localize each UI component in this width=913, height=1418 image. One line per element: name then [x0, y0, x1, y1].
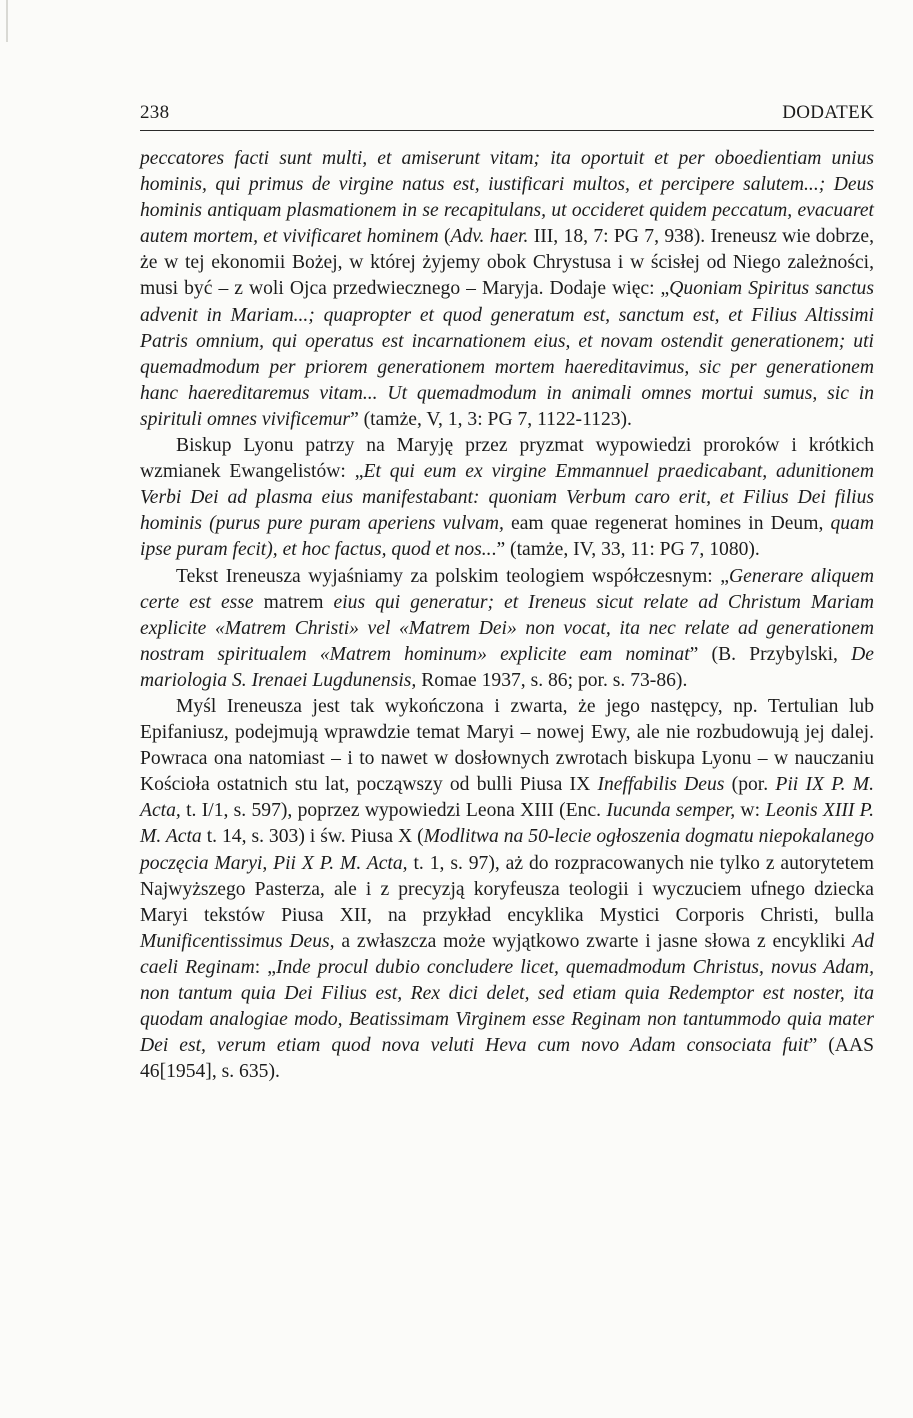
latin-quote-run: Modlitwa na 50-lecie ogłoszenia dogmatu niepokalanego poczęcia Maryi, Pii X P. M. Acta,	[140, 826, 874, 874]
latin-quote-run: Ad caeli Reginam	[140, 930, 874, 978]
text-run: : „	[254, 956, 276, 978]
latin-quote-run: Et qui eum ex virgine Emmannuel praedicabant, adunitionem Verbi Dei ad plasma eius manifestabant: quoniam Verbum caro erit, et Filius Dei filius hominis (purus pure puram aperiens vulvam,	[140, 461, 874, 535]
text-run: Romae 1937, s. 86; por. s. 73-86).	[416, 669, 688, 691]
header-rule	[140, 130, 874, 131]
text-run: ” (tamże, V, 1, 3: PG 7, 1122-1123).	[350, 408, 632, 430]
text-run: eam quae regenerat homines in Deum,	[503, 513, 831, 535]
latin-quote-run: Pii IX P. M. Acta,	[140, 774, 874, 822]
text-run: Myśl Ireneusza jest tak wykończona i zwarta, że jego następcy, np. Tertulian lub Epifaniusz, podejmują wprawdzie temat Maryi – nowej Ewy, ale nie rozbudowują jej dalej. Powraca ona natomiast – i to nawet w dosłownych zwrotach biskupa Lyonu – w nauczaniu Kościoła ostatnich stu lat, począwszy od bulli Piusa IX	[140, 695, 874, 796]
text-run: (	[438, 226, 451, 248]
text-run: a zwłaszcza może wyjątkowo zwarte i jasne słowa z encykliki	[334, 930, 853, 952]
text-run: Tekst Ireneusza wyjaśniamy za polskim teologiem współczesnym: „	[176, 565, 729, 587]
running-title: DODATEK	[782, 102, 874, 123]
text-run: t. 1, s. 97), aż do rozpracowanych nie tylko z autorytetem Najwyższego Pasterza, ale i z precyzją koryfeusza teologii i wyczuciem ufnego dziecka Maryi tekstów Piusa XII, na przykład encyklika Mystici Corporis Christi, bulla	[140, 852, 874, 926]
paragraph-3	[140, 564, 874, 694]
latin-quote-run: Munificentissimus Deus,	[140, 930, 335, 952]
text-run: t. I/1, s. 597), poprzez wypowiedzi Leona XIII (Enc.	[180, 800, 607, 822]
paragraph-2	[140, 433, 874, 563]
latin-quote-run: Adv. haer.	[450, 226, 529, 248]
latin-quote-run: Generare aliquem certe est esse	[140, 565, 874, 613]
latin-quote-run: Iucunda semper,	[606, 800, 736, 822]
paragraph-1	[140, 146, 874, 433]
text-run: III, 18, 7: PG 7, 938). Ireneusz wie dobrze, że w tej ekonomii Bożej, w której żyjemy obok Chrystusa i w ścisłej od Niego zależności, musi być – z woli Ojca przedwiecznego – Maryja. Dodaje więc: „	[140, 226, 874, 300]
text-run: matrem	[253, 591, 334, 613]
latin-quote-run: Quoniam Spiritus sanctus advenit in Mariam...; quapropter et quod generatum est, sanctum est, et Filius Altissimi Patris omnium, qui operatus est incarnationem eius, et novam ostendit generationem; uti quemadmodum per priorem generationem mortem haereditavimus, sic per generationem hanc haereditaremus vitam... Ut quemadmodum in animali omnes mortui sumus, sic in spirituli omnes vivificemur	[140, 278, 874, 430]
text-run: w:	[735, 800, 766, 822]
text-run: t. 14, s. 303) i św. Piusa X (	[201, 826, 424, 848]
latin-quote-run: Leonis XIII P. M. Acta	[140, 800, 875, 848]
text-run: ” (B. Przybylski,	[689, 643, 852, 665]
text-run: (por.	[724, 774, 776, 796]
text-run: Biskup Lyonu patrzy na Maryję przez pryzmat wypowiedzi proroków i krótkich wzmianek Ewangelistów: „	[140, 435, 874, 483]
page-edge-mark	[6, 0, 8, 42]
latin-quote-run: quam ipse puram fecit), et hoc factus, quod et nos..	[140, 513, 874, 561]
text-run: ” (AAS 46[1954], s. 635).	[140, 1035, 874, 1083]
running-header	[140, 102, 874, 124]
latin-quote-run: eius qui generatur; et Ireneus sicut relate ad Christum Mariam explicite «Matrem Christi» vel «Matrem Dei» non vocat, ita nec relate ad generationem nostram spiritualem «Matrem hominum» explicite eam nominat	[140, 591, 874, 665]
latin-quote-run: Inde procul dubio concludere licet, quemadmodum Christus, novus Adam, non tantum quia Dei Filius est, Rex dici delet, sed etiam quia Redemptor est noster, ita quodam analogiae modo, Beatissimam Virginem esse Reginam non tantummodo quia mater Dei est, verum etiam quod nova veluti Heva cum novo Adam consociata fuit	[140, 956, 874, 1057]
latin-quote-run: peccatores facti sunt multi, et amiserunt vitam; ita oportuit et per oboedientiam unius hominis, qui primus de virgine natus est, iustificari multos, et percipere salutem...; Deus hominis antiquam plasmationem in se recapitulans, ut occideret quidem peccatum, evacuaret autem mortem, et vivificaret hominem	[140, 148, 874, 248]
body-text	[140, 146, 874, 1085]
paragraph-4	[140, 694, 874, 1085]
text-run: .” (tamże, IV, 33, 11: PG 7, 1080).	[491, 539, 760, 561]
latin-quote-run: De mariologia S. Irenaei Lugdunensis,	[140, 643, 874, 691]
page-number: 238	[140, 102, 170, 123]
latin-quote-run: Ineffabilis Deus	[597, 774, 725, 796]
